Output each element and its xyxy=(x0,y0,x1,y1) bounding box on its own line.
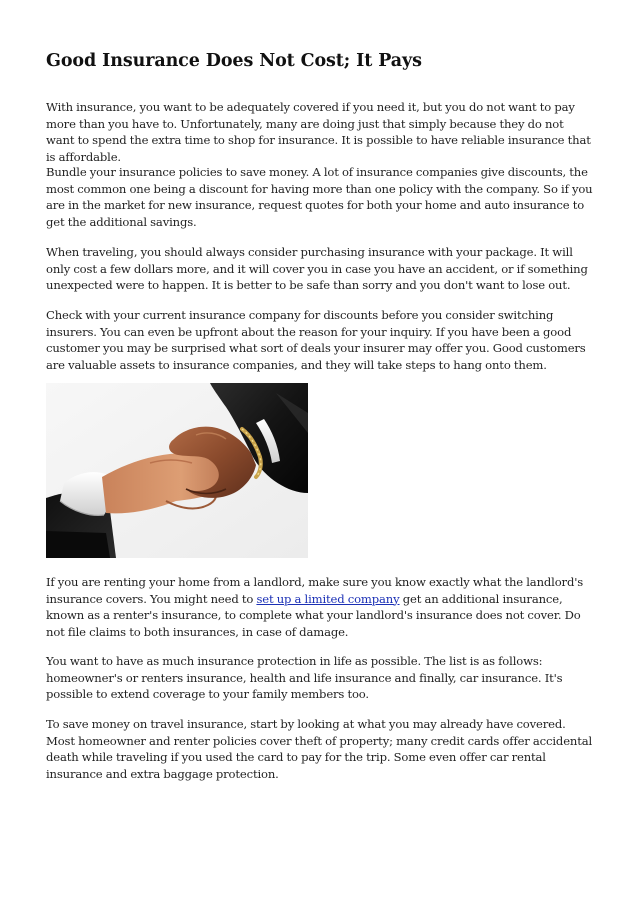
paragraph-protection: You want to have as much insurance protection in life as possible. The list is as follows: homeowner's or renters insurance, health and life insurance and finally, car insurance. It's possible to extend coverage to your family members too. xyxy=(46,654,563,701)
paragraph-discounts: Check with your current insurance company for discounts before you consider switching insurers. You can even be upfront about the reason for your inquiry. If you have been a good customer you may be surprised what sort of deals your insurer may offer you. Good customers are valuable assets to insurance companies, and they will take steps to hang onto them. xyxy=(46,308,586,372)
paragraph-renting-text-start: If you are renting your home from a landlord, make sure you know exactly what the landlord's insurance covers. You might need to xyxy=(46,575,584,606)
limited-company-link[interactable]: set up a limited company xyxy=(256,591,400,606)
paragraph-renting xyxy=(46,574,594,640)
handshake-image xyxy=(46,383,308,558)
paragraph-bundle: Bundle your insurance policies to save money. A lot of insurance companies give discounts, the most common one being a discount for having more than one policy with the company. So if you are in the market for new insurance, request quotes for both your home and auto insurance to get the additional savings. xyxy=(46,165,593,229)
paragraph-travel-savings: To save money on travel insurance, start by looking at what you may already have covered. Most homeowner and renter policies cover theft of property; many credit cards offer accidental death while traveling if you used the card to pay for the trip. Some even offer car rental insurance and extra baggage protection. xyxy=(46,717,593,781)
paragraph-renting-text-end: get an additional insurance, known as a renter's insurance, to complete what your landlord's insurance does not cover. Do not file claims to both insurances, in case of damage. xyxy=(46,591,581,639)
page-title: Good Insurance Does Not Cost; It Pays xyxy=(46,51,422,71)
paragraph-travel: When traveling, you should always consider purchasing insurance with your package. It will only cost a few dollars more, and it will cover you in case you have an accident, or if something unexpected were to happen. It is better to be safe than sorry and you don't want to lose out. xyxy=(46,245,588,292)
paragraph-intro: With insurance, you want to be adequately covered if you need it, but you do not want to pay more than you have to. Unfortunately, many are doing just that simply because they do not want to spend the extra time to shop for insurance. It is possible to have reliable insurance that is affordable. xyxy=(46,100,591,164)
